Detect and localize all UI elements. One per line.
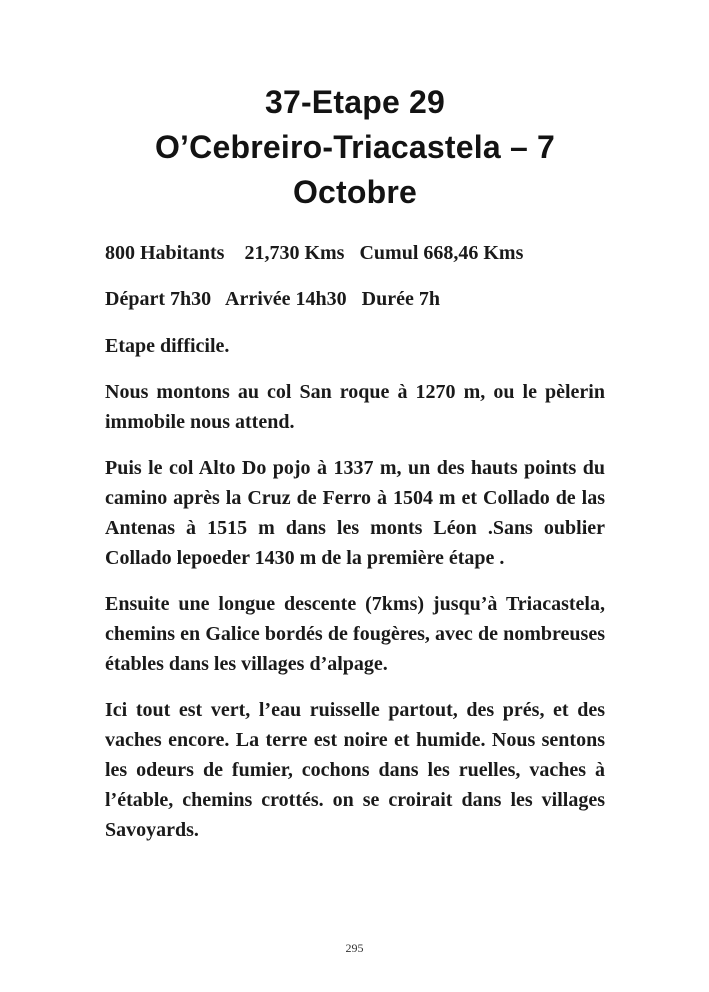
stats-line-distance: 800 Habitants 21,730 Kms Cumul 668,46 Kms xyxy=(105,242,524,264)
page-title xyxy=(105,80,605,215)
paragraph-difficulty: Etape difficile. xyxy=(105,335,230,357)
title-line-3: Octobre xyxy=(292,174,418,210)
paragraph-paysage: Ici tout est vert, l’eau ruisselle partout, des prés, et des vaches encore. La terre est noire et humide. Nous sentons les odeurs de fumier, cochons dans les ruelles, vaches à l’étable, chemins crottés. on se croirait dans les villages Savoyards. xyxy=(105,699,605,841)
paragraph-san-roque: Nous montons au col San roque à 1270 m, ou le pèlerin immobile nous attend. xyxy=(105,381,605,433)
title-line-1: 37-Etape 29 xyxy=(264,84,446,120)
paragraph-descente: Ensuite une longue descente (7kms) jusqu’à Triacastela, chemins en Galice bordés de fougères, avec de nombreuses étables dans les villages d’alpage. xyxy=(105,593,605,675)
paragraph-alto-do-pojo: Puis le col Alto Do pojo à 1337 m, un des hauts points du camino après la Cruz de Ferro à 1504 m et Collado de las Antenas à 1515 m dans les monts Léon .Sans oublier Collado lepoeder 1430 m de la première étape . xyxy=(105,457,605,569)
title-line-2: O’Cebreiro-Triacastela – 7 xyxy=(154,129,556,165)
page-number: 295 xyxy=(345,941,364,955)
stats-line-times: Départ 7h30 Arrivée 14h30 Durée 7h xyxy=(105,288,440,310)
